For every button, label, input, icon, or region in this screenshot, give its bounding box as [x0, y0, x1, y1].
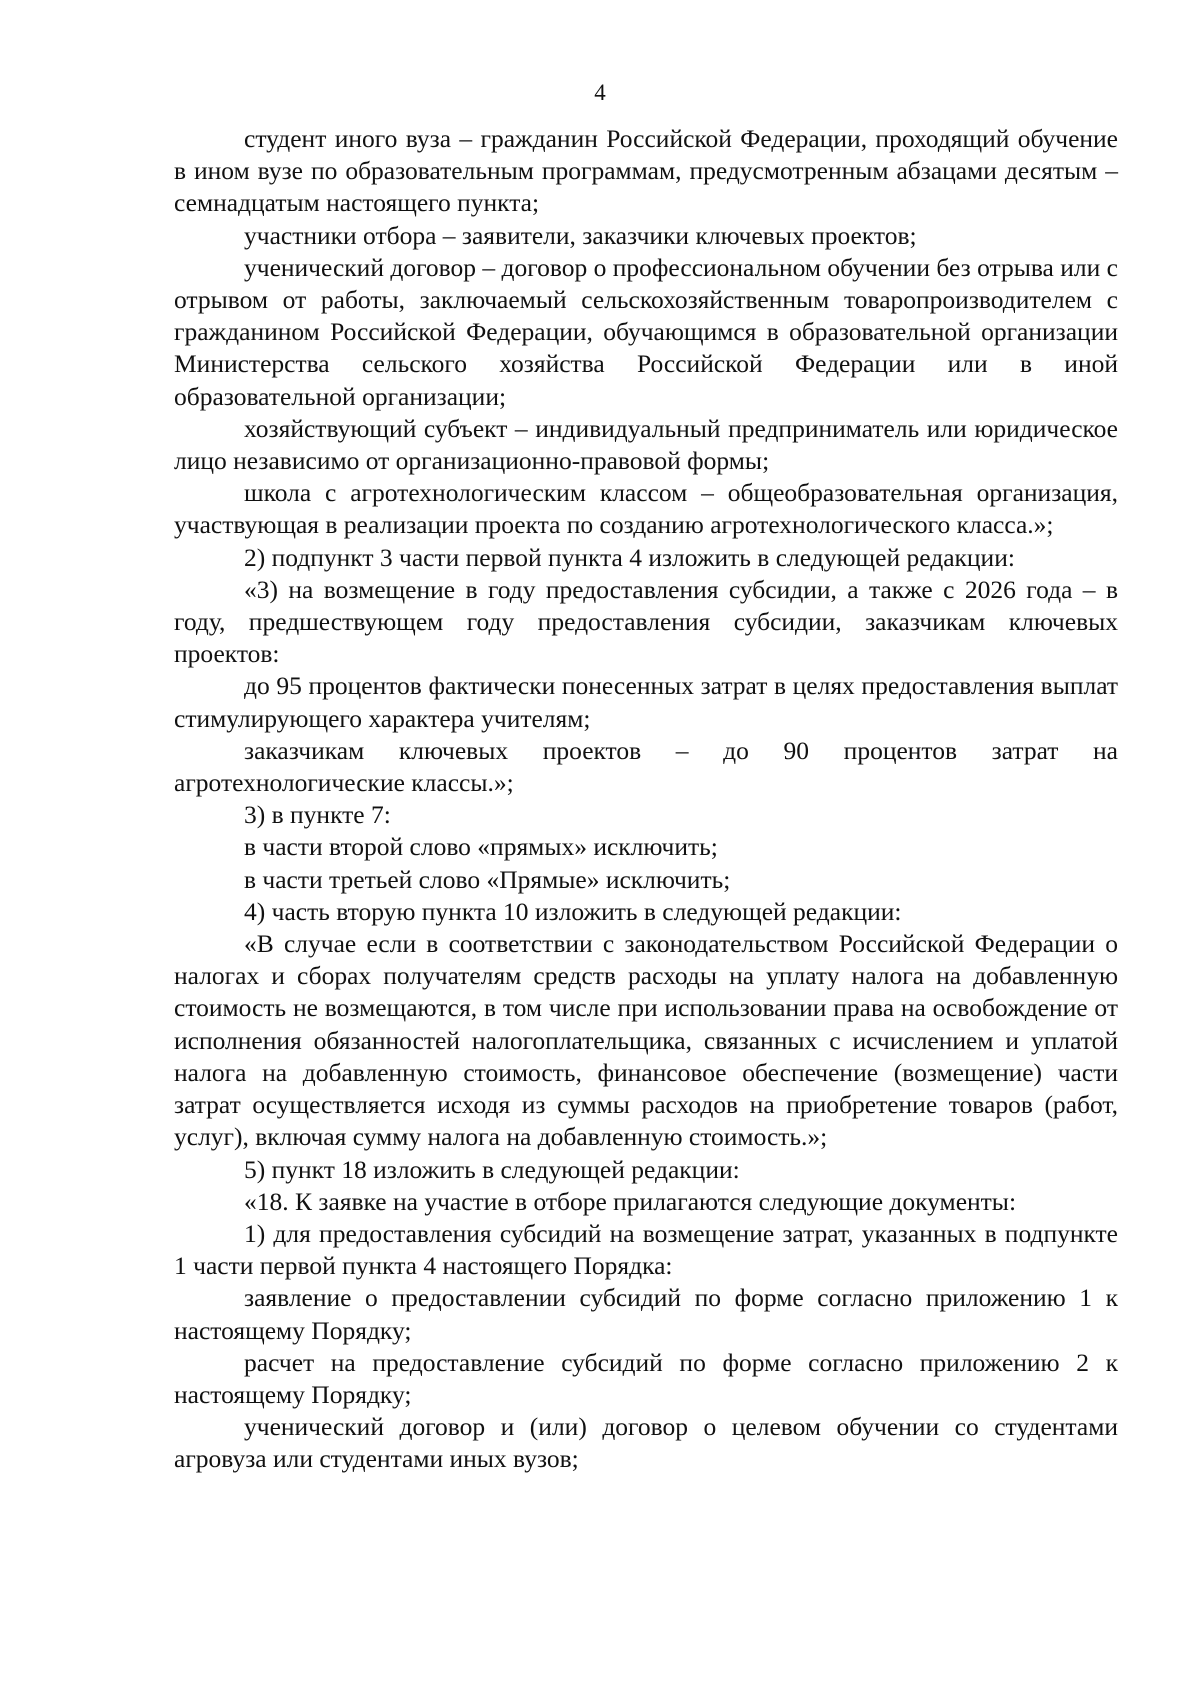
- paragraph-definition-apprenticeship-contract: ученический договор – договор о профессиональном обучении без отрыва или с отрывом от работы, заключаемый сельскохозяйственным товаропроизводителем с гражданином Российской Федерации, обучающимся в образовательной организации Министерства сельского хозяйства Российской Федерации или в иной образовательной организации;: [174, 252, 1118, 411]
- paragraph-definition-other-university-student: студент иного вуза – гражданин Российской Федерации, проходящий обучение в ином вузе по образовательным программам, предусмотренным абзацами десятым – семнадцатым настоящего пункта;: [174, 124, 1118, 218]
- paragraph-calculation-form: расчет на предоставление субсидий по форме согласно приложению 2 к настоящему Порядку;: [174, 1347, 1118, 1409]
- paragraph-vat-text: «В случае если в соответствии с законодательством Российской Федерации о налогах и сборах получателям средств расходы на уплату налога на добавленную стоимость не возмещаются, в том числе при использовании права на освобождение от исполнения обязанностей налогоплательщика, связанных с исчислением и уплатой налога на добавленную стоимость, финансовое обеспечение (возмещение) части затрат осуществляется исходя из суммы расходов на приобретение товаров (работ, услуг), включая сумму налога на добавленную стоимость.»;: [174, 929, 1118, 1152]
- paragraph-item-18-text: «18. К заявке на участие в отборе прилагаются следующие документы:: [244, 1186, 1017, 1216]
- document-body: [174, 123, 1118, 1476]
- paragraph-amendment-2: 2) подпункт 3 части первой пункта 4 изложить в следующей редакции:: [244, 542, 1015, 572]
- paragraph-contracts: ученический договор и (или) договор о целевом обучении со студентами агровуза или студентами иных вузов;: [174, 1412, 1118, 1474]
- paragraph-part-three-change: в части третьей слово «Прямые» исключить;: [244, 864, 731, 894]
- paragraph-definition-agrotech-school: школа с агротехнологическим классом – общеобразовательная организация, участвующая в реализации проекта по созданию агротехнологического класса.»;: [174, 478, 1118, 540]
- paragraph-definition-business-entity: хозяйствующий субъект – индивидуальный предприниматель или юридическое лицо независимо от организационно-правовой формы;: [174, 413, 1118, 476]
- page-number: 4: [594, 80, 606, 105]
- paragraph-90-percent: заказчикам ключевых проектов – до 90 процентов затрат на агротехнологические классы.»;: [174, 735, 1118, 798]
- paragraph-95-percent: до 95 процентов фактически понесенных затрат в целях предоставления выплат стимулирующего характера учителям;: [174, 671, 1118, 733]
- paragraph-amendment-5: 5) пункт 18 изложить в следующей редакции:: [244, 1154, 740, 1184]
- paragraph-definition-selection-participants: участники отбора – заявители, заказчики ключевых проектов;: [244, 220, 917, 250]
- paragraph-item-3-text: «3) на возмещение в году предоставления субсидии, а также с 2026 года – в году, предшествующем году предоставления субсидии, заказчикам ключевых проектов:: [174, 574, 1118, 669]
- paragraph-item-18-1: 1) для предоставления субсидий на возмещение затрат, указанных в подпункте 1 части первой пункта 4 настоящего Порядка:: [174, 1218, 1118, 1281]
- paragraph-amendment-4: 4) часть вторую пункта 10 изложить в следующей редакции:: [244, 896, 902, 926]
- paragraph-part-two-change: в части второй слово «прямых» исключить;: [244, 832, 718, 862]
- paragraph-amendment-3: 3) в пункте 7:: [244, 800, 391, 830]
- paragraph-application-form: заявление о предоставлении субсидий по форме согласно приложению 1 к настоящему Порядку;: [174, 1283, 1118, 1345]
